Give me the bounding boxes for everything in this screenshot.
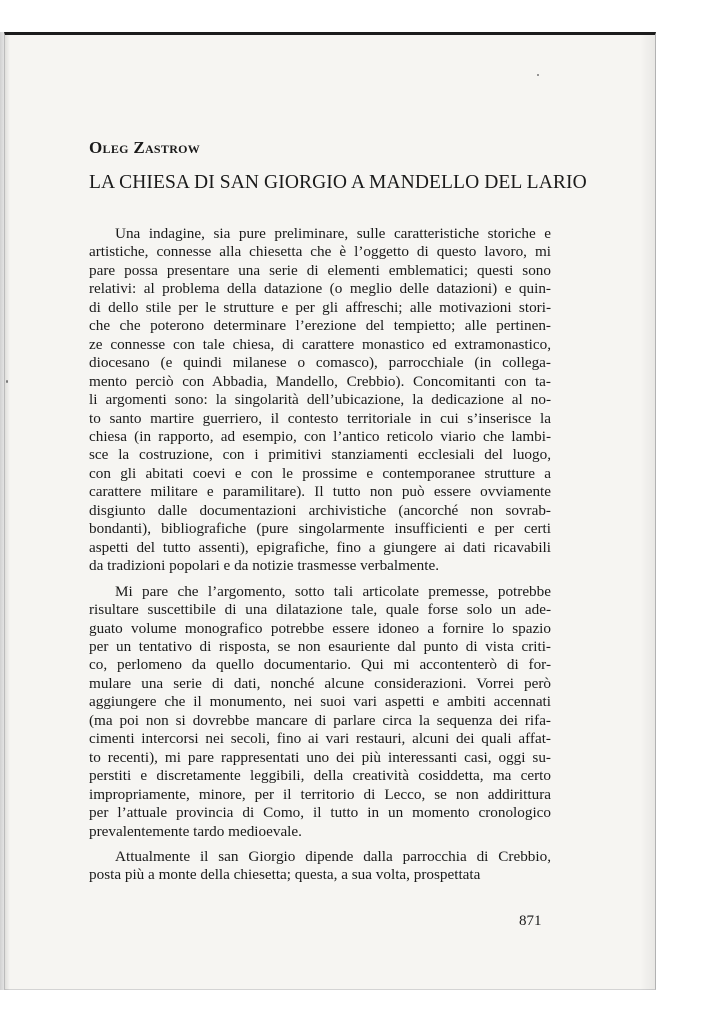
page-edge-shadow [640, 35, 656, 990]
scan-speck [537, 74, 539, 76]
article-title: LA CHIESA DI SAN GIORGIO A MANDELLO DEL LARIO [89, 172, 587, 193]
text-line: chiesa (in rapporto, ad esempio, con l’antico reticolo viario che lambi- [89, 427, 551, 445]
text-line: impropriamente, minore, per il territorio di Lecco, se non addirittura [89, 785, 551, 803]
text-line: posta più a monte della chiesetta; questa, a sua volta, prospettata [89, 866, 481, 884]
text-line: mulare una serie di dati, nonché alcune considerazioni. Vorrei però [89, 674, 551, 692]
text-line: bondanti), bibliografiche (pure singolarmente insufficienti e per certi [89, 520, 551, 538]
text-line: cimenti intercorsi nei secoli, fino ai vari restauri, alcuni dei quali affat- [89, 730, 551, 748]
text-line: Attualmente il san Giorgio dipende dalla parrocchia di Crebbio, [115, 847, 551, 865]
text-line: carattere militare e paramilitare). Il tutto non può essere ovviamente [89, 483, 551, 501]
article-body [89, 225, 551, 892]
binding-shadow [0, 32, 10, 990]
text-line: di dello stile per le strutture e per gli affreschi; alle motivazioni stori- [89, 298, 551, 316]
text-line: Mi pare che l’argomento, sotto tali articolate premesse, potrebbe [115, 582, 551, 600]
text-line: to santo martire guerriero, il contesto territoriale in cui s’inserisce la [89, 409, 551, 427]
text-line: da tradizioni popolari e da notizie trasmesse verbalmente. [89, 557, 440, 575]
text-line: pare possa presentare una serie di elementi emblematici; questi sono [89, 261, 551, 279]
text-line: per l’attuale provincia di Como, il tutto in un momento cronologico [89, 804, 551, 822]
text-line: artistiche, connesse alla chiesetta che è l’oggetto di questo lavoro, mi [89, 243, 551, 261]
text-line: perstiti e discretamente leggibili, della creatività cosiddetta, ma certo [89, 767, 551, 785]
text-line: (ma poi non si dovrebbe mancare di parlare circa la sequenza dei rifa- [89, 711, 551, 729]
text-line: che che poterono determinare l’erezione del tempietto; alle pertinen- [89, 317, 551, 335]
text-line: risultare suscettibile di una dilatazione tale, quale forse solo un ade- [89, 601, 551, 619]
text-line: guato volume monografico potrebbe essere idoneo a fornire lo spazio [89, 619, 551, 637]
page-number: 871 [519, 913, 542, 929]
text-line: to recenti), mi pare rappresentati uno dei più interessanti casi, oggi su- [89, 748, 551, 766]
paragraph [89, 225, 551, 576]
text-line: prevalentemente tardo medioevale. [89, 822, 302, 840]
text-line: per un tentativo di risposta, se non esauriente dal punto di vista criti- [89, 637, 551, 655]
text-line: disgiunto dalle documentazioni archivistiche (ancorché non sovrab- [89, 501, 551, 519]
paragraph [89, 848, 551, 885]
text-line: relativi: al problema della datazione (o meglio delle datazioni) e quin- [89, 280, 551, 298]
text-line: con gli abitati coevi e con le prossime e contemporanee strutture a [89, 464, 551, 482]
text-line: aggiungere che il monumento, nei suoi vari aspetti e ambiti accennati [89, 693, 551, 711]
scan-speck [6, 380, 8, 383]
text-line: aspetti del tutto assenti), epigrafiche, fino a giungere ai dati ricavabili [89, 538, 551, 556]
text-line: li argomenti sono: la singolarità dell’ubicazione, la dedicazione al no- [89, 391, 551, 409]
text-line: sce la costruzione, con i primitivi stanziamenti ecclesiali del luogo, [89, 446, 551, 464]
paragraph [89, 583, 551, 841]
text-line: Una indagine, sia pure preliminare, sulle caratteristiche storiche e [115, 225, 551, 242]
text-line: ze connesse con tale chiesa, di carattere monastico ed extramonastico, [89, 335, 551, 353]
author-name: Oleg Zastrow [89, 138, 201, 157]
text-line: mento perciò con Abbadia, Mandello, Crebbio). Concomitanti con ta- [89, 372, 551, 390]
text-line: diocesano (e quindi milanese o comasco), parrocchiale (in collega- [89, 354, 551, 372]
text-line: co, perlomeno da quello documentario. Qui mi accontenterò di for- [89, 656, 551, 674]
